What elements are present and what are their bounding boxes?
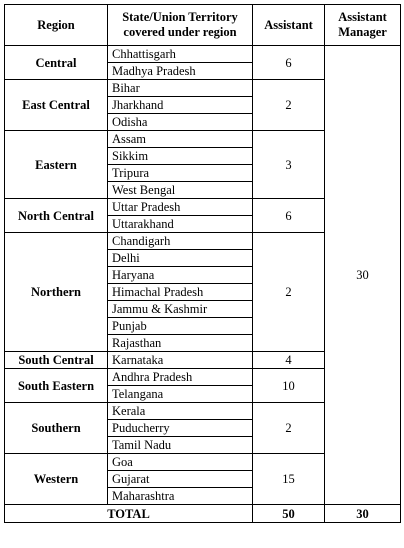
- table-header-row: [5, 5, 401, 46]
- vacancy-table: [4, 4, 401, 523]
- region-cell: East Central: [5, 80, 108, 131]
- state-cell: Punjab: [108, 318, 253, 335]
- assistant-count-cell: 4: [253, 352, 325, 369]
- total-assistant: 50: [253, 505, 325, 523]
- assistant-count-cell: 6: [253, 46, 325, 80]
- table-row: [5, 46, 401, 63]
- assistant-count-cell: 2: [253, 403, 325, 454]
- region-cell: South Eastern: [5, 369, 108, 403]
- vacancy-table-container: [4, 4, 401, 523]
- state-cell: Jammu & Kashmir: [108, 301, 253, 318]
- assistant-count-cell: 2: [253, 233, 325, 352]
- total-assistant-manager: 30: [325, 505, 401, 523]
- state-cell: Uttarakhand: [108, 216, 253, 233]
- state-cell: Madhya Pradesh: [108, 63, 253, 80]
- state-cell: Maharashtra: [108, 488, 253, 505]
- region-cell: South Central: [5, 352, 108, 369]
- state-cell: Uttar Pradesh: [108, 199, 253, 216]
- state-cell: Jharkhand: [108, 97, 253, 114]
- assistant-count-cell: 2: [253, 80, 325, 131]
- state-cell: Puducherry: [108, 420, 253, 437]
- header-assistant: Assistant: [253, 5, 325, 46]
- region-cell: North Central: [5, 199, 108, 233]
- region-cell: Central: [5, 46, 108, 80]
- state-cell: Haryana: [108, 267, 253, 284]
- region-cell: Eastern: [5, 131, 108, 199]
- state-cell: Karnataka: [108, 352, 253, 369]
- header-state: State/Union Territory covered under region: [108, 5, 253, 46]
- assistant-count-cell: 6: [253, 199, 325, 233]
- state-cell: West Bengal: [108, 182, 253, 199]
- state-cell: Telangana: [108, 386, 253, 403]
- state-cell: Tripura: [108, 165, 253, 182]
- state-cell: Kerala: [108, 403, 253, 420]
- state-cell: Goa: [108, 454, 253, 471]
- state-cell: Andhra Pradesh: [108, 369, 253, 386]
- region-cell: Northern: [5, 233, 108, 352]
- header-region: Region: [5, 5, 108, 46]
- state-cell: Sikkim: [108, 148, 253, 165]
- assistant-count-cell: 3: [253, 131, 325, 199]
- total-row: [5, 505, 401, 523]
- region-cell: Southern: [5, 403, 108, 454]
- total-label: TOTAL: [5, 505, 253, 523]
- state-cell: Assam: [108, 131, 253, 148]
- state-cell: Rajasthan: [108, 335, 253, 352]
- header-assistant-manager: Assistant Manager: [325, 5, 401, 46]
- state-cell: Tamil Nadu: [108, 437, 253, 454]
- state-cell: Bihar: [108, 80, 253, 97]
- state-cell: Delhi: [108, 250, 253, 267]
- state-cell: Chandigarh: [108, 233, 253, 250]
- state-cell: Gujarat: [108, 471, 253, 488]
- region-cell: Western: [5, 454, 108, 505]
- assistant-count-cell: 15: [253, 454, 325, 505]
- state-cell: Chhattisgarh: [108, 46, 253, 63]
- assistant-count-cell: 10: [253, 369, 325, 403]
- state-cell: Himachal Pradesh: [108, 284, 253, 301]
- table-body: [5, 46, 401, 505]
- assistant-manager-cell: 30: [325, 46, 401, 505]
- state-cell: Odisha: [108, 114, 253, 131]
